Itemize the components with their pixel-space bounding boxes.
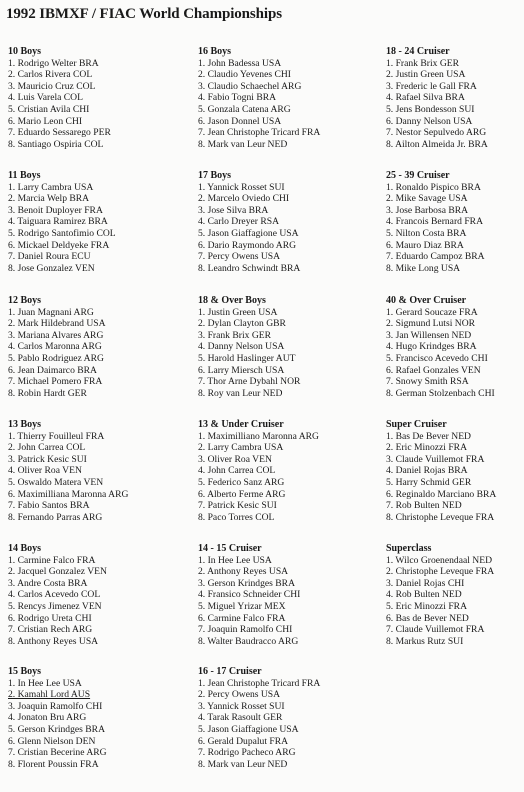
- result-entry: 1. Larry Cambra USA: [8, 181, 94, 193]
- result-entry: 7. Eduardo Campoz BRA: [386, 251, 485, 263]
- results-list: [198, 182, 300, 275]
- results-list: [386, 58, 488, 151]
- results-group: [198, 295, 300, 399]
- group-heading: 18 & Over Boys: [198, 295, 266, 306]
- result-entry: 6. Mauro Diaz BRA: [386, 239, 464, 251]
- result-entry: 5. Federico Sanz ARG: [198, 477, 285, 489]
- result-entry: 6. Mario Leon CHI: [8, 115, 83, 127]
- results-list: [386, 555, 494, 648]
- group-heading: 15 Boys: [8, 666, 42, 677]
- result-entry: 4. Rafael Silva BRA: [386, 92, 465, 104]
- results-group: [8, 543, 107, 647]
- results-list: [198, 58, 320, 151]
- result-entry: 8. Anthony Reyes USA: [8, 635, 99, 647]
- result-entry: 4. Carlos Acevedo COL: [8, 589, 101, 601]
- results-group: [198, 170, 300, 274]
- results-group: [198, 46, 320, 150]
- results-group: [386, 46, 488, 150]
- result-entry: 7. Snowy Smith RSA: [386, 376, 469, 388]
- results-list: [8, 182, 116, 275]
- result-entry: 1. Yannick Rosset SUI: [198, 181, 285, 193]
- results-list: [198, 431, 319, 524]
- result-entry: 7. Nestor Sepulvedo ARG: [386, 127, 487, 139]
- result-entry: 6. Rodrigo Ureta CHI: [8, 612, 92, 624]
- result-entry: 7. Cristian Becerine ARG: [8, 747, 107, 759]
- result-entry: 5. Jens Bondesson SUI: [386, 104, 475, 116]
- result-entry: 3. Jose Barbosa BRA: [386, 204, 469, 216]
- result-entry: 4. Luis Varela COL: [8, 92, 83, 104]
- result-entry: 8. Mike Long USA: [386, 262, 461, 274]
- result-entry: 1. Jean Christophe Tricard FRA: [198, 677, 321, 689]
- result-entry: 3. Joaquin Ramolfo CHI: [8, 700, 103, 712]
- result-entry: 2. Marcelo Oviedo CHI: [198, 193, 290, 205]
- result-entry: 2. Carlos Rivera COL: [8, 69, 93, 81]
- result-entry: 3. Mariana Alvares ARG: [8, 329, 104, 341]
- result-entry: 8. Leandro Schwindt BRA: [198, 262, 301, 274]
- group-heading: 40 & Over Cruiser: [386, 295, 467, 306]
- result-entry: 6. Mickael Deldyeke FRA: [8, 239, 110, 251]
- result-entry: 5. Francisco Acevedo CHI: [386, 353, 488, 365]
- group-heading: 13 Boys: [8, 419, 42, 430]
- result-entry: 3. Yannick Rosset SUI: [198, 700, 285, 712]
- group-heading: 16 - 17 Cruiser: [198, 666, 262, 677]
- group-heading: 14 - 15 Cruiser: [198, 543, 262, 554]
- result-entry: 3. Jan Willensen NED: [386, 329, 472, 341]
- result-entry: 3. Benoit Duployer FRA: [8, 204, 103, 216]
- results-list: [8, 555, 107, 648]
- result-entry: 5. Gerson Krindges BRA: [8, 724, 105, 736]
- result-entry: 7. Thor Arne Dybahl NOR: [198, 376, 301, 388]
- result-entry: 1. John Badessa USA: [198, 57, 282, 69]
- group-heading: 17 Boys: [198, 170, 232, 181]
- result-entry: 2. Kamahl Lord AUS: [8, 689, 91, 701]
- result-entry: 6. Rafael Gonzales VEN: [386, 364, 481, 376]
- result-entry: 3. Daniel Rojas CHI: [386, 577, 465, 589]
- result-entry: 5. Pablo Rodriguez ARG: [8, 353, 104, 365]
- result-entry: 7. Jean Christophe Tricard FRA: [198, 127, 321, 139]
- result-entry: 2. Jacquel Gonzalez VEN: [8, 566, 107, 578]
- result-entry: 1. Carmine Falco FRA: [8, 554, 96, 566]
- result-entry: 8. Ailton Almeida Jr. BRA: [386, 138, 488, 150]
- result-entry: 6. Maximilliana Maronna ARG: [8, 488, 129, 500]
- result-entry: 4. Hugo Krindges BRA: [386, 341, 477, 353]
- result-entry: 5. Eric Minozzi FRA: [386, 601, 468, 613]
- result-entry: 8. Fernando Parras ARG: [8, 511, 103, 523]
- results-list: [198, 555, 300, 648]
- result-entry: 4. Oliver Roa VEN: [8, 465, 82, 477]
- results-group: [386, 419, 496, 523]
- result-entry: 7. Eduardo Sessarego PER: [8, 127, 111, 139]
- results-list: [8, 58, 111, 151]
- result-entry: 1. Wilco Groenendaal NED: [386, 554, 492, 566]
- result-entry: 7. Cristian Rech ARG: [8, 624, 93, 636]
- results-list: [198, 307, 300, 400]
- group-heading: Superclass: [386, 543, 432, 554]
- result-entry: 7. Patrick Kesic SUI: [198, 500, 277, 512]
- result-entry: 1. Justin Green USA: [198, 306, 278, 318]
- result-entry: 3. Patrick Kesic SUI: [8, 453, 87, 465]
- result-entry: 2. Christophe Leveque FRA: [386, 566, 495, 578]
- results-group: [8, 295, 106, 399]
- group-heading: 16 Boys: [198, 46, 232, 57]
- result-entry: 1. Frank Brix GER: [386, 57, 460, 69]
- result-entry: 3. Andre Costa BRA: [8, 577, 88, 589]
- result-entry: 6. Larry Miersch USA: [198, 364, 285, 376]
- result-entry: 7. Claude Vuillemot FRA: [386, 624, 485, 636]
- group-heading: 11 Boys: [8, 170, 41, 181]
- result-entry: 8. Mark van Leur NED: [198, 138, 288, 150]
- results-list: [386, 182, 485, 275]
- result-entry: 4. Fransico Schneider CHI: [198, 589, 301, 601]
- result-entry: 3. Oliver Roa VEN: [198, 453, 272, 465]
- results-group: [8, 419, 128, 523]
- result-entry: 4. Tarak Rasoult GER: [198, 712, 283, 724]
- result-entry: 5. Jason Giaffagione USA: [198, 724, 299, 736]
- result-entry: 4. Jonaton Bru ARG: [8, 712, 87, 724]
- result-entry: 4. Taiguara Ramirez BRA: [8, 216, 108, 228]
- result-entry: 6. Danny Nelson USA: [386, 115, 473, 127]
- result-entry: 5. Oswaldo Matera VEN: [8, 477, 104, 489]
- result-entry: 8. Paco Torres COL: [198, 511, 275, 523]
- result-entry: 6. Bas de Bever NED: [386, 612, 469, 624]
- result-entry: 5. Harold Haslinger AUT: [198, 353, 296, 365]
- result-entry: 7. Rob Bulten NED: [386, 500, 462, 512]
- result-entry: 1. Gerard Soucaze FRA: [386, 306, 478, 318]
- result-entry: 2. Percy Owens USA: [198, 689, 281, 701]
- result-entry: 8. Robin Hardt GER: [8, 387, 87, 399]
- result-entry: 7. Rodrigo Pacheco ARG: [198, 747, 296, 759]
- results-list: [386, 307, 495, 400]
- result-entry: 1. Bas De Bever NED: [386, 430, 471, 442]
- result-entry: 2. Anthony Reyes USA: [198, 566, 289, 578]
- result-entry: 3. Frederic le Gall FRA: [386, 80, 477, 92]
- result-entry: 3. Mauricio Cruz COL: [8, 80, 96, 92]
- result-entry: 4. John Carrea COL: [198, 465, 276, 477]
- group-heading: 18 - 24 Cruiser: [386, 46, 450, 57]
- results-group: [198, 543, 300, 647]
- result-entry: 5. Miguel Yrizar MEX: [198, 601, 286, 613]
- result-entry: 5. Gonzala Catena ARG: [198, 104, 291, 116]
- result-entry: 2. Marcia Welp BRA: [8, 193, 90, 205]
- result-entry: 3. Claudio Schaechel ARG: [198, 80, 302, 92]
- results-group: [8, 666, 107, 770]
- result-entry: 3. Frank Brix GER: [198, 329, 272, 341]
- result-entry: 6. Carmine Falco FRA: [198, 612, 286, 624]
- result-entry: 4. Daniel Rojas BRA: [386, 465, 468, 477]
- group-heading: 13 & Under Cruiser: [198, 419, 284, 430]
- result-entry: 7. Percy Owens USA: [198, 251, 281, 263]
- result-entry: 2. Eric Minozzi FRA: [386, 442, 468, 454]
- results-list: [386, 431, 496, 524]
- results-group: [386, 295, 495, 399]
- result-entry: 8. Santiago Ospiria COL: [8, 138, 104, 150]
- result-entry: 6. Glenn Nielson DEN: [8, 735, 96, 747]
- result-entry: 4. Danny Nelson USA: [198, 341, 285, 353]
- group-heading: 10 Boys: [8, 46, 42, 57]
- result-entry: 5. Jason Giaffagione USA: [198, 228, 299, 240]
- result-entry: 6. Jason Donnel USA: [198, 115, 282, 127]
- result-entry: 1. Maximilliano Maronna ARG: [198, 430, 319, 442]
- result-entry: 1. In Hee Lee USA: [198, 554, 272, 566]
- result-entry: 3. Jose Silva BRA: [198, 204, 269, 216]
- group-heading: 14 Boys: [8, 543, 42, 554]
- result-entry: 7. Fabio Santos BRA: [8, 500, 90, 512]
- result-entry: 6. Reginaldo Marciano BRA: [386, 488, 497, 500]
- result-entry: 1. Ronaldo Pispico BRA: [386, 181, 481, 193]
- result-entry: 8. Christophe Leveque FRA: [386, 511, 495, 523]
- result-entry: 4. Fabio Togni BRA: [198, 92, 277, 104]
- result-entry: 2. John Carrea COL: [8, 442, 86, 454]
- results-group: [386, 170, 485, 274]
- results-list: [8, 678, 107, 771]
- result-entry: 1. Juan Magnani ARG: [8, 306, 94, 318]
- result-entry: 6. Gerald Dupalut FRA: [198, 735, 289, 747]
- result-entry: 2. Justin Green USA: [386, 69, 466, 81]
- result-entry: 8. Roy van Leur NED: [198, 387, 283, 399]
- result-entry: 5. Cristian Avila CHI: [8, 104, 90, 116]
- result-entry: 8. Florent Poussin FRA: [8, 758, 99, 770]
- result-entry: 2. Mike Savage USA: [386, 193, 468, 205]
- page-title: 1992 IBMXF / FIAC World Championships: [6, 6, 282, 22]
- result-entry: 8. Mark van Leur NED: [198, 758, 288, 770]
- result-entry: 5. Rodrigo Santofimio COL: [8, 228, 116, 240]
- result-entry: 8. German Stolzenbach CHI: [386, 387, 495, 399]
- result-entry: 2. Mark Hildebrand USA: [8, 318, 106, 330]
- result-entry: 5. Nilton Costa BRA: [386, 228, 467, 240]
- results-group: [8, 170, 116, 274]
- result-entry: 4. Francois Bernard FRA: [386, 216, 483, 228]
- result-entry: 6. Jean Daimarco BRA: [8, 364, 97, 376]
- result-entry: 2. Larry Cambra USA: [198, 442, 284, 454]
- results-list: [8, 307, 106, 400]
- result-entry: 6. Alberto Ferme ARG: [198, 488, 286, 500]
- result-entry: 5. Rencys Jimenez VEN: [8, 601, 102, 613]
- result-entry: 2. Sigmund Lutsi NOR: [386, 318, 476, 330]
- result-entry: 1. In Hee Lee USA: [8, 677, 82, 689]
- result-entry: 6. Dario Raymondo ARG: [198, 239, 297, 251]
- result-entry: 8. Markus Rutz SUI: [386, 635, 464, 647]
- result-entry: 7. Joaquin Ramolfo CHI: [198, 624, 293, 636]
- results-group: [198, 419, 319, 523]
- group-heading: 12 Boys: [8, 295, 42, 306]
- results-group: [198, 666, 320, 770]
- result-entry: 8. Walter Baudracco ARG: [198, 635, 299, 647]
- result-entry: 8. Jose Gonzalez VEN: [8, 262, 95, 274]
- result-entry: 2. Claudio Yevenes CHI: [198, 69, 292, 81]
- result-entry: 1. Thierry Fouilleul FRA: [8, 430, 105, 442]
- group-heading: 25 - 39 Cruiser: [386, 170, 450, 181]
- result-entry: 2. Dylan Clayton GBR: [198, 318, 286, 330]
- results-group: [386, 543, 494, 647]
- result-entry: 4. Carlos Maronna ARG: [8, 341, 102, 353]
- result-entry: 4. Rob Bulten NED: [386, 589, 462, 601]
- results-list: [198, 678, 320, 771]
- group-heading: Super Cruiser: [386, 419, 447, 430]
- results-group: [8, 46, 111, 150]
- results-list: [8, 431, 128, 524]
- result-entry: 4. Carlo Dreyer RSA: [198, 216, 279, 228]
- result-entry: 3. Gerson Krindges BRA: [198, 577, 295, 589]
- result-entry: 7. Daniel Roura ECU: [8, 251, 91, 263]
- result-entry: 3. Claude Vuillemot FRA: [386, 453, 485, 465]
- result-entry: 1. Rodrigo Welter BRA: [8, 57, 99, 69]
- result-entry: 5. Harry Schmid GER: [386, 477, 472, 489]
- result-entry: 7. Michael Pomero FRA: [8, 376, 103, 388]
